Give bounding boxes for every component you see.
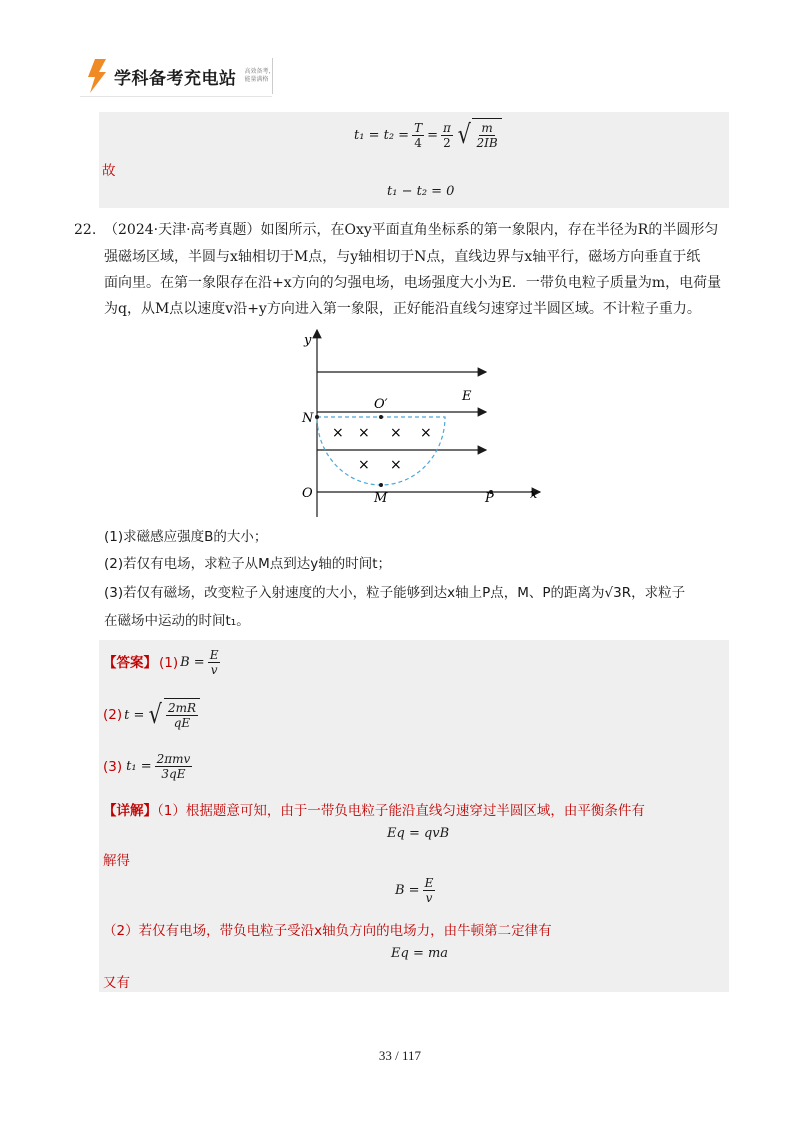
jiede-label: 解得 — [103, 853, 130, 869]
point-m — [379, 483, 383, 487]
question-line-3: 面向里。在第一象限存在沿+x方向的匀强电场，电场强度大小为E．一带负电粒子质量为m，电荷量 — [104, 275, 722, 291]
cross-mark: × — [390, 457, 402, 473]
equation-t1-t2: t₁ = t₂ = $\frac{T}{4}$ = $\frac{\pi}{2}$ √ $\frac{m}{2IB}$ — [354, 118, 502, 152]
e-label: E — [462, 389, 472, 404]
m-label: M — [374, 491, 388, 506]
equation-b: B = $\frac{E}{v}$ — [395, 876, 434, 905]
brand-name: 学科备考充电站 — [114, 68, 237, 89]
sub-question-1: (1)求磁感应强度B的大小； — [104, 529, 268, 545]
y-axis-label: y — [304, 333, 312, 348]
answer-tag: 【答案】 — [103, 654, 157, 671]
detail-part-1: 【详解】（1）根据题意可知，由于一带负电粒子能沿直线匀速穿过半圆区域，由平衡条件有 — [103, 803, 645, 819]
prev-solution-block — [99, 112, 729, 208]
cross-mark: × — [390, 425, 402, 441]
point-oprime — [379, 415, 383, 419]
sub-question-3a: (3)若仅有磁场，改变粒子入射速度的大小，粒子能够到达x轴上P点，M、P的距离为√3R，求粒子 — [104, 585, 686, 601]
brand-logo — [86, 58, 270, 94]
answer-2: (2) t = √ $\frac{2mR}{qE}$ — [103, 698, 200, 732]
point-n — [315, 415, 319, 419]
question-number: 22. — [74, 222, 97, 238]
cross-mark: × — [332, 425, 344, 441]
origin-label: O — [302, 486, 313, 501]
sub-question-2: (2)若仅有电场，求粒子从M点到达y轴的时间t； — [104, 556, 392, 572]
question-line-4: 为q，从M点以速度v沿+y方向进入第一象限，正好能沿直线匀速穿过半圆区域。不计粒子重力。 — [104, 301, 701, 317]
x-axis-label: x — [530, 487, 538, 502]
brand-slogan: 高效备考, 能量满格 — [244, 68, 271, 83]
answer-1: 【答案】 (1) B = $\frac{E}{v}$ — [103, 648, 219, 677]
question-line-2: 强磁场区域，半圆与x轴相切于M点，与y轴相切于N点，直线边界与x轴平行，磁场方向垂直于纸 — [104, 249, 701, 265]
cross-mark: × — [358, 425, 370, 441]
header-underline — [80, 96, 272, 97]
field-diagram — [290, 322, 550, 522]
youyou-label: 又有 — [103, 975, 130, 991]
cross-mark: × — [358, 457, 370, 473]
detail-tag: 【详解】 — [103, 803, 157, 819]
lightning-bolt-icon — [86, 59, 108, 93]
header-divider — [272, 58, 273, 94]
oprime-label: O′ — [374, 397, 388, 412]
answer-3: (3) t₁ = $\frac{\text{2πmv}}{3qE}$ — [103, 752, 191, 781]
detail-part-2: （2）若仅有电场，带负电粒子受沿x轴负方向的电场力，由牛顿第二定律有 — [103, 923, 552, 939]
n-label: N — [302, 411, 314, 426]
sub-question-3b: 在磁场中运动的时间t₁。 — [104, 613, 250, 629]
equation-diff-zero: t₁ − t₂ = 0 — [387, 184, 455, 199]
question-line-1: （2024·天津·高考真题）如图所示，在Oxy平面直角坐标系的第一象限内，存在半径为R的半圆形匀 — [104, 222, 719, 238]
gu-label: 故 — [102, 163, 116, 179]
p-label: P — [485, 491, 494, 506]
cross-mark: × — [420, 425, 432, 441]
equation-eq-ma: Eq = ma — [391, 946, 449, 961]
answer-block — [99, 640, 729, 992]
equation-eq-qvb: Eq = qvB — [387, 826, 450, 841]
page-number: 33 / 117 — [378, 1048, 422, 1063]
